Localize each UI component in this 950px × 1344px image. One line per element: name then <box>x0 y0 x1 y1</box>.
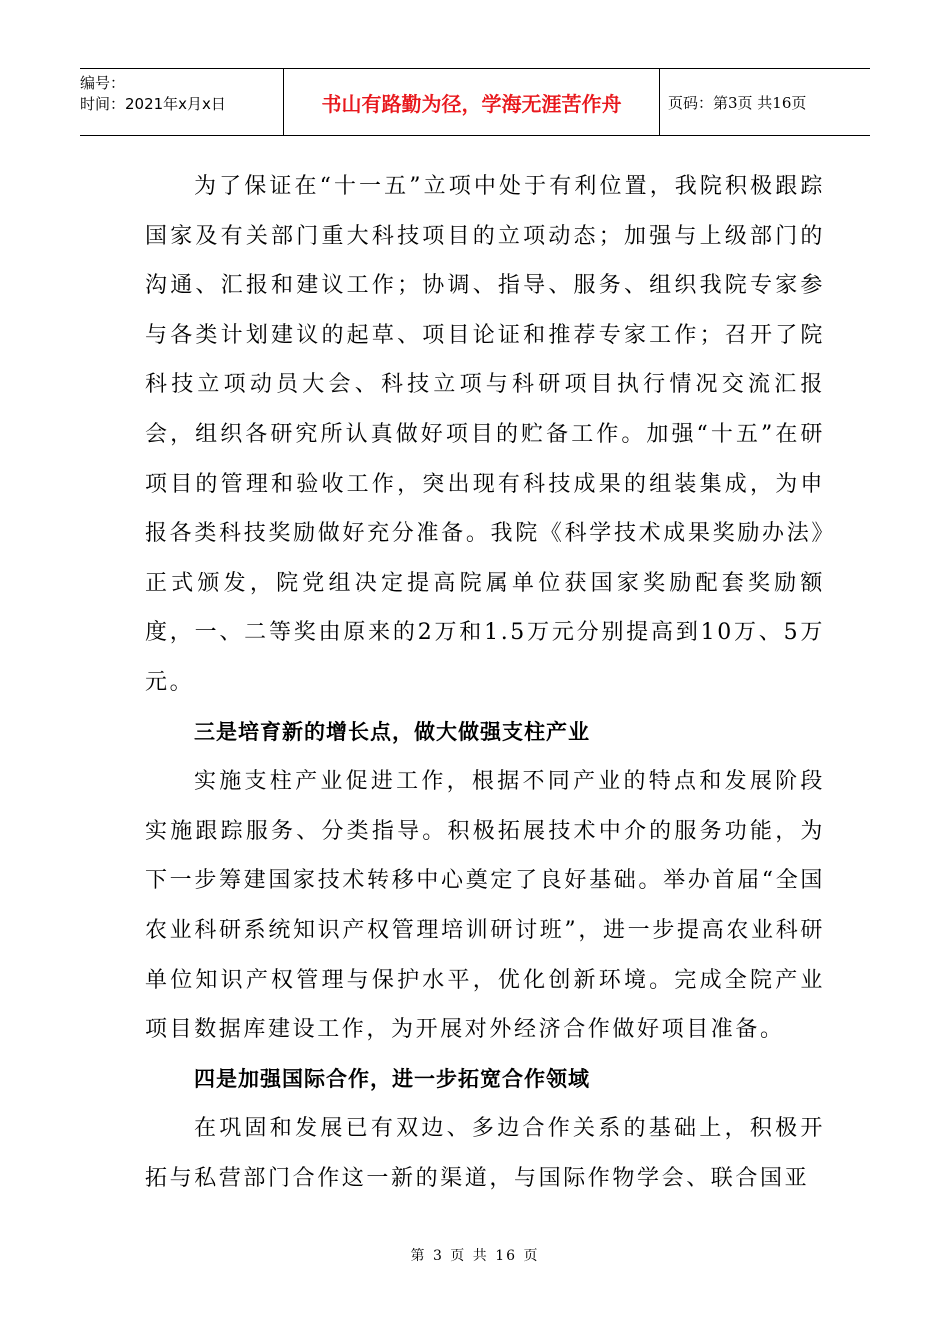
header-motto: 书山有路勤为径，学海无涯苦作舟 <box>284 69 660 135</box>
paragraph-3: 在巩固和发展已有双边、多边合作关系的基础上，积极开拓与私营部门合作这一新的渠道，与国际作物学会、联合国亚 <box>145 1116 825 1191</box>
header-page-info: 页码：第3页 共16页 <box>668 93 807 112</box>
page-header <box>80 68 870 136</box>
time-label: 时间：2021年x月x日 <box>80 95 226 113</box>
section-heading-4: 四是加强国际合作，进一步拓宽合作领域 <box>194 1066 590 1091</box>
document-body <box>145 162 825 1203</box>
header-meta <box>80 69 284 135</box>
paragraph-2: 实施支柱产业促进工作，根据不同产业的特点和发展阶段实施跟踪服务、分类指导。积极拓展技术中介的服务功能，为下一步筹建国家技术转移中心奠定了良好基础。举办首届“全国农业科研系统知识产权管理培训研讨班”，进一步提高农业科研单位知识产权管理与保护水平，优化创新环境。完成全院产业项目数据库建设工作，为开展对外经济合作做好项目准备。 <box>145 769 825 1043</box>
paragraph-1: 为了保证在“十一五”立项中处于有利位置，我院积极跟踪国家及有关部门重大科技项目的立项动态；加强与上级部门的沟通、汇报和建议工作；协调、指导、服务、组织我院专家参与各类计划建议的起草、项目论证和推荐专家工作；召开了院科技立项动员大会、科技立项与科研项目执行情况交流汇报会，组织各研究所认真做好项目的贮备工作。加强“十五”在研项目的管理和验收工作，突出现有科技成果的组装集成，为申报各类科技奖励做好充分准备。我院《科学技术成果奖励办法》正式颁发，院党组决定提高院属单位获国家奖励配套奖励额度，一、二等奖由原来的2万和1.5万元分别提高到10万、5万元。 <box>145 174 825 695</box>
section-heading-3: 三是培育新的增长点，做大做强支柱产业 <box>194 719 590 744</box>
page-footer: 第 3 页 共 16 页 <box>410 1248 540 1264</box>
number-label: 编号： <box>80 74 126 92</box>
